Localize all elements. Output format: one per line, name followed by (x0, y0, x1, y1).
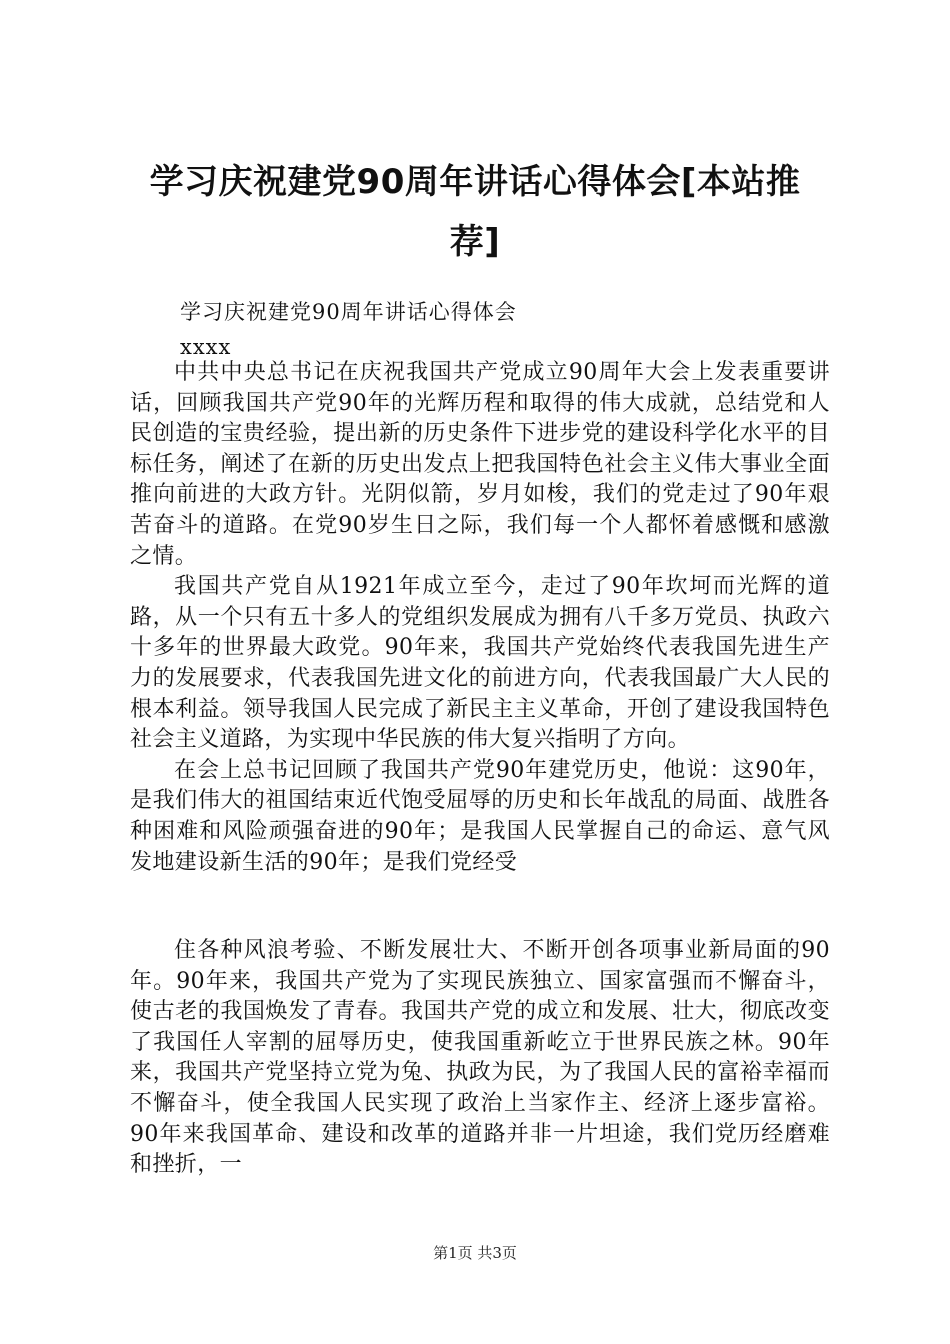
body-section-2 (130, 936, 830, 1181)
paragraph: 在会上总书记回顾了我国共产党90年建党历史，他说：这90年，是我们伟大的祖国结束近代饱受屈辱的历史和长年战乱的局面、战胜各种困难和风险顽强奋进的90年；是我国人民掌握自己的命运、意气风发地建设新生活的90年；是我们党经受 (130, 757, 830, 875)
document-author: xxxx (180, 335, 232, 359)
title-line-1: 学习庆祝建党90周年讲话心得体会[本站推 (149, 162, 801, 202)
paragraph: 我国共产党自从1921年成立至今，走过了90年坎坷而光辉的道路，从一个只有五十多人的党组织发展成为拥有八千多万党员、执政六十多年的世界最大政党。90年来，我国共产党始终代表我国先进生产力的发展要求，代表我国先进文化的前进方向，代表我国最广大人民的根本利益。领导我国人民完成了新民主主义革命，开创了建设我国特色社会主义道路，为实现中华民族的伟大复兴指明了方向。 (130, 574, 830, 753)
title-line-2: 荐] (449, 222, 501, 262)
body-section-1 (130, 358, 830, 878)
document-subtitle: 学习庆祝建党90周年讲话心得体会 (180, 300, 517, 324)
document-title (130, 152, 820, 272)
paragraph: 中共中央总书记在庆祝我国共产党成立90周年大会上发表重要讲话，回顾我国共产党90年的光辉历程和取得的伟大成就，总结党和人民创造的宝贵经验，提出新的历史条件下进步党的建设科学化水平的目标任务，阐述了在新的历史出发点上把我国特色社会主义伟大事业全面推向前进的大政方针。光阴似箭，岁月如梭，我们的党走过了90年艰苦奋斗的道路。在党90岁生日之际，我们每一个人都怀着感慨和感激之情。 (130, 360, 830, 569)
page-footer: 第1页 共3页 (433, 1244, 517, 1262)
paragraph: 住各种风浪考验、不断发展壮大、不断开创各项事业新局面的90年。90年来，我国共产党为了实现民族独立、国家富强而不懈奋斗，使古老的我国焕发了青春。我国共产党的成立和发展、壮大，彻底改变了我国任人宰割的屈辱历史，使我国重新屹立于世界民族之林。90年来，我国共产党坚持立党为兔、执政为民，为了我国人民的富裕幸福而不懈奋斗，使全我国人民实现了政治上当家作主、经济上逐步富裕。90年来我国革命、建设和改革的道路并非一片坦途，我们党历经磨难和挫折，一 (130, 938, 830, 1178)
